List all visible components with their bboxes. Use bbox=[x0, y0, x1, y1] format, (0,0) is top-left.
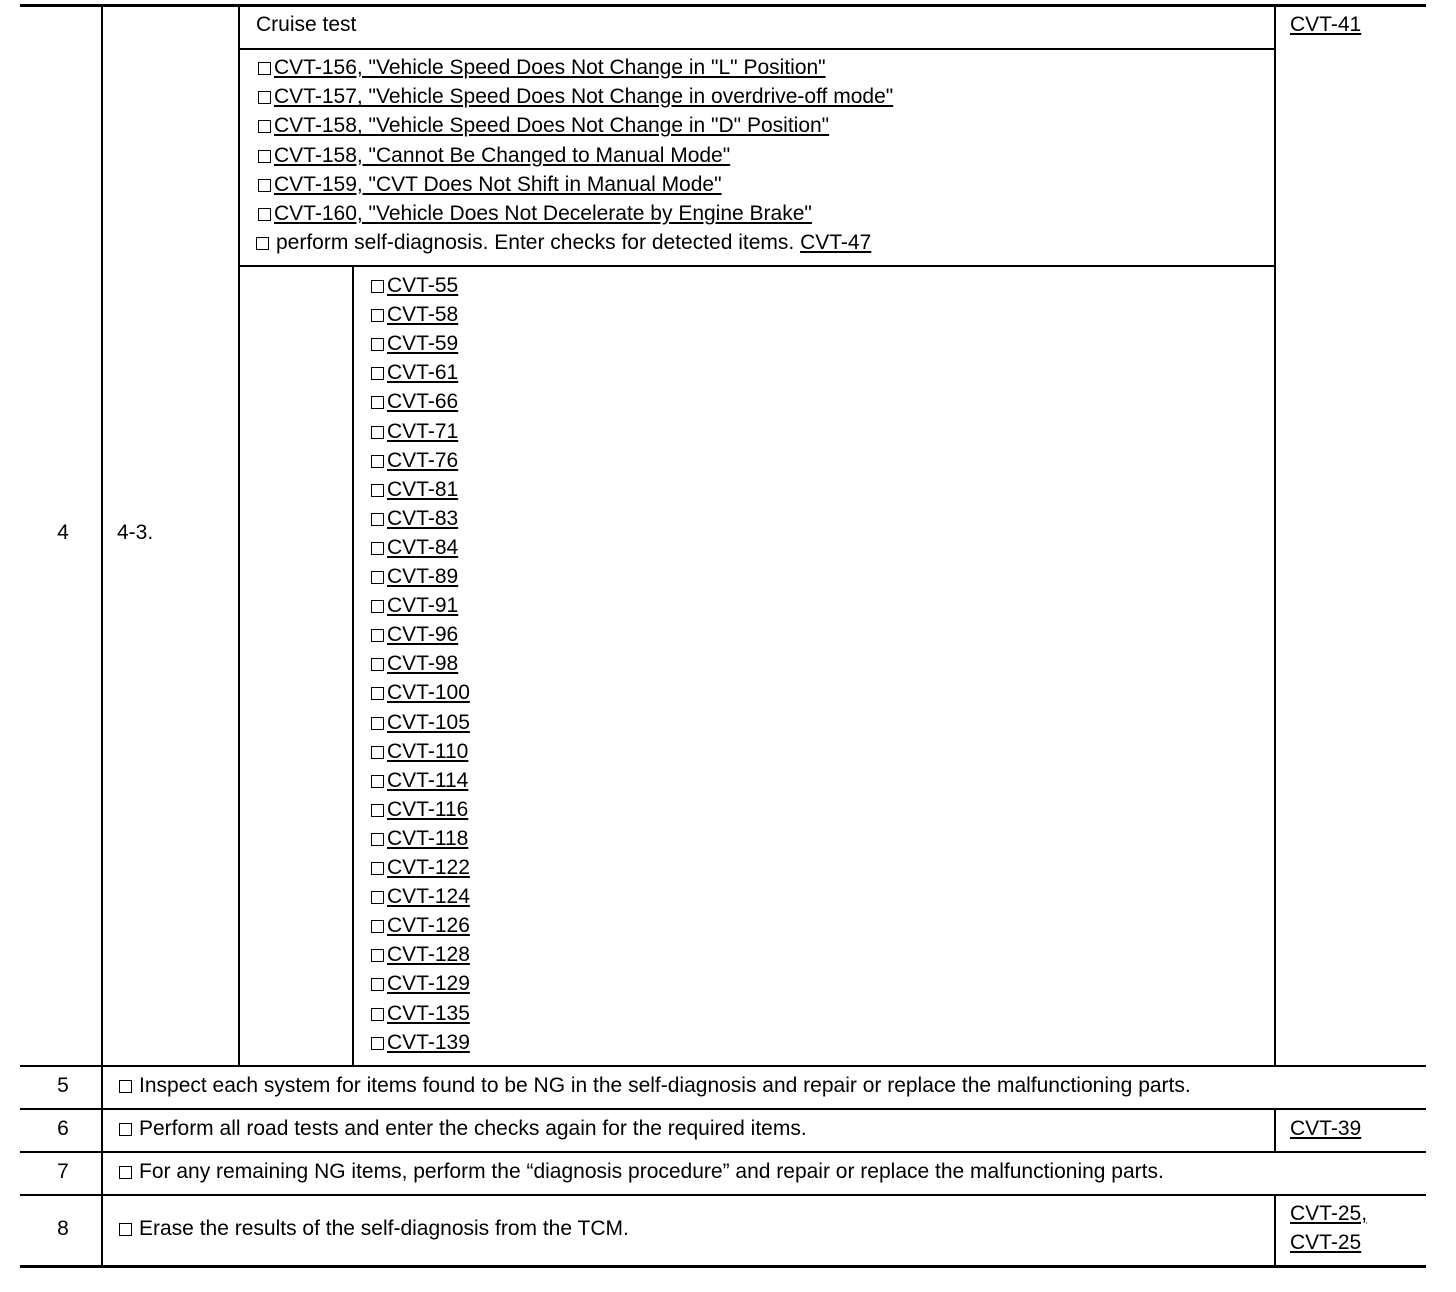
table-bottom-border bbox=[20, 1265, 1426, 1268]
dtc-ref-item bbox=[371, 999, 470, 1028]
self-diagnosis-ref-link[interactable]: CVT-47 bbox=[800, 231, 872, 254]
checkbox[interactable] bbox=[371, 949, 384, 962]
dtc-ref-item bbox=[371, 300, 458, 329]
dtc-ref-item bbox=[371, 446, 458, 475]
dtc-ref-link[interactable]: CVT-84 bbox=[387, 535, 459, 559]
dtc-ref-link[interactable]: CVT-118 bbox=[387, 826, 469, 850]
dtc-ref-item bbox=[371, 708, 470, 737]
dtc-ref-link[interactable]: CVT-58 bbox=[387, 303, 459, 327]
checkbox[interactable] bbox=[371, 542, 384, 555]
dtc-ref-item bbox=[371, 678, 470, 707]
dtc-ref-item bbox=[371, 591, 458, 620]
dtc-ref-link[interactable]: CVT-122 bbox=[387, 856, 470, 879]
self-diagnosis-text: perform self-diagnosis. Enter checks for detected items. bbox=[276, 231, 795, 254]
dtc-ref-item bbox=[371, 882, 470, 911]
rule-dtc-indent bbox=[352, 266, 354, 1066]
rule-row-5-top bbox=[20, 1065, 1426, 1067]
dtc-ref-link[interactable]: CVT-114 bbox=[387, 768, 469, 792]
dtc-ref-item bbox=[371, 795, 468, 824]
dtc-ref-link[interactable]: CVT-110 bbox=[387, 739, 469, 763]
checkbox[interactable] bbox=[371, 1008, 384, 1021]
checkbox[interactable] bbox=[371, 396, 384, 409]
checkbox[interactable] bbox=[258, 179, 271, 192]
checkbox[interactable] bbox=[371, 804, 384, 817]
dtc-ref-item bbox=[371, 824, 468, 853]
row-5-number: 5 bbox=[57, 1074, 69, 1097]
table-top-border bbox=[20, 4, 1426, 7]
checkbox[interactable] bbox=[371, 484, 384, 497]
checkbox[interactable] bbox=[371, 687, 384, 700]
dtc-ref-link[interactable]: CVT-89 bbox=[387, 565, 459, 588]
row-7-number: 7 bbox=[57, 1160, 69, 1183]
symptom-check-item bbox=[258, 141, 730, 170]
cruise-test-ref-link[interactable]: CVT-41 bbox=[1290, 13, 1362, 36]
cruise-test-label: Cruise test bbox=[256, 13, 357, 36]
dtc-ref-link[interactable]: CVT-100 bbox=[387, 681, 470, 705]
checkbox[interactable] bbox=[371, 338, 384, 351]
symptom-check-item bbox=[258, 53, 826, 82]
dtc-ref-link[interactable]: CVT-83 bbox=[387, 506, 459, 530]
checkbox[interactable] bbox=[371, 367, 384, 380]
symptom-check-link[interactable]: CVT-158, "Cannot Be Changed to Manual Mode" bbox=[274, 143, 731, 167]
checkbox[interactable] bbox=[256, 237, 269, 250]
checkbox[interactable] bbox=[371, 978, 384, 991]
checkbox[interactable] bbox=[371, 862, 384, 875]
checkbox[interactable] bbox=[371, 920, 384, 933]
dtc-ref-item bbox=[371, 504, 458, 533]
dtc-ref-link[interactable]: CVT-129 bbox=[387, 972, 470, 996]
checkbox[interactable] bbox=[371, 775, 384, 788]
checkbox[interactable] bbox=[371, 309, 384, 322]
row-7-text: For any remaining NG items, perform the “diagnosis procedure” and repair or replace the malfunctioning parts. bbox=[139, 1160, 1164, 1183]
checkbox[interactable] bbox=[258, 208, 271, 221]
checkbox[interactable] bbox=[119, 1123, 132, 1136]
row-5-text: Inspect each system for items found to be NG in the self-diagnosis and repair or replace the malfunctioning parts. bbox=[139, 1074, 1191, 1097]
dtc-ref-link[interactable]: CVT-116 bbox=[387, 797, 469, 821]
dtc-ref-link[interactable]: CVT-71 bbox=[387, 419, 459, 443]
dtc-ref-item bbox=[371, 853, 470, 882]
checkbox[interactable] bbox=[371, 600, 384, 613]
checkbox[interactable] bbox=[119, 1080, 132, 1093]
checkbox[interactable] bbox=[371, 280, 384, 293]
checkbox[interactable] bbox=[258, 91, 271, 104]
dtc-ref-item bbox=[371, 737, 468, 766]
dtc-ref-link[interactable]: CVT-66 bbox=[387, 390, 459, 414]
dtc-ref-item bbox=[371, 940, 470, 969]
dtc-ref-item bbox=[371, 766, 468, 795]
dtc-ref-item bbox=[371, 1028, 470, 1057]
rule-ref-col-row8 bbox=[1274, 1194, 1276, 1266]
dtc-ref-link[interactable]: CVT-128 bbox=[387, 943, 470, 967]
checkbox[interactable] bbox=[119, 1166, 132, 1179]
row-4-step: 4-3. bbox=[117, 521, 154, 544]
checkbox[interactable] bbox=[258, 120, 271, 133]
row-6-item bbox=[119, 1114, 807, 1143]
row-6-ref-link[interactable]: CVT-39 bbox=[1290, 1117, 1362, 1140]
checkbox[interactable] bbox=[371, 426, 384, 439]
row-5-item bbox=[119, 1071, 1191, 1100]
checkbox[interactable] bbox=[371, 571, 384, 584]
dtc-ref-link[interactable]: CVT-126 bbox=[387, 914, 470, 938]
symptom-check-item bbox=[258, 199, 812, 228]
dtc-ref-item bbox=[371, 417, 458, 446]
row-8-ref-link-2[interactable]: CVT-25 bbox=[1290, 1231, 1362, 1254]
dtc-ref-item bbox=[371, 475, 458, 504]
checkbox[interactable] bbox=[258, 150, 271, 163]
checkbox[interactable] bbox=[371, 891, 384, 904]
dtc-ref-link[interactable]: CVT-105 bbox=[387, 710, 470, 734]
dtc-ref-item bbox=[371, 969, 470, 998]
dtc-ref-item bbox=[371, 358, 458, 387]
dtc-ref-link[interactable]: CVT-139 bbox=[387, 1030, 470, 1054]
dtc-ref-link[interactable]: CVT-98 bbox=[387, 652, 459, 676]
row-8-number: 8 bbox=[57, 1217, 69, 1240]
dtc-ref-link[interactable]: CVT-55 bbox=[387, 274, 459, 297]
dtc-ref-item bbox=[371, 271, 458, 300]
dtc-ref-item bbox=[371, 329, 458, 358]
symptom-check-item bbox=[258, 111, 829, 140]
rule-after-step-col bbox=[238, 4, 240, 1066]
rule-row-7-top bbox=[20, 1151, 1426, 1153]
checkbox[interactable] bbox=[258, 62, 271, 75]
dtc-ref-item bbox=[371, 562, 458, 591]
dtc-ref-link[interactable]: CVT-81 bbox=[387, 477, 459, 501]
symptom-check-link[interactable]: CVT-156, "Vehicle Speed Does Not Change in "L" Position" bbox=[274, 56, 826, 79]
dtc-ref-item bbox=[371, 533, 458, 562]
row-6-number: 6 bbox=[57, 1117, 69, 1140]
dtc-ref-link[interactable]: CVT-135 bbox=[387, 1001, 470, 1025]
dtc-ref-item bbox=[371, 911, 470, 940]
dtc-ref-link[interactable]: CVT-59 bbox=[387, 332, 459, 356]
symptom-check-link[interactable]: CVT-160, "Vehicle Does Not Decelerate by Engine Brake" bbox=[274, 202, 812, 225]
symptom-check-item bbox=[258, 82, 893, 111]
rule-row-6-top bbox=[20, 1108, 1426, 1110]
checkbox[interactable] bbox=[119, 1223, 132, 1236]
dtc-ref-item bbox=[371, 649, 458, 678]
checkbox[interactable] bbox=[371, 629, 384, 642]
symptom-check-item bbox=[258, 170, 722, 199]
checkbox[interactable] bbox=[371, 1037, 384, 1050]
dtc-ref-link[interactable]: CVT-96 bbox=[387, 623, 459, 647]
row-8-text: Erase the results of the self-diagnosis from the TCM. bbox=[139, 1217, 629, 1240]
rule-ref-col-row6 bbox=[1274, 1108, 1276, 1152]
symptom-check-link[interactable]: CVT-159, "CVT Does Not Shift in Manual Mode" bbox=[274, 172, 722, 196]
dtc-ref-link[interactable]: CVT-124 bbox=[387, 885, 470, 909]
self-diagnosis-item bbox=[256, 228, 871, 257]
symptom-check-link[interactable]: CVT-158, "Vehicle Speed Does Not Change in "D" Position" bbox=[274, 114, 830, 138]
checkbox[interactable] bbox=[371, 746, 384, 759]
rule-row-8-top bbox=[20, 1194, 1426, 1196]
checkbox[interactable] bbox=[371, 455, 384, 468]
row-7-item bbox=[119, 1157, 1164, 1186]
rule-below-symptom-checks bbox=[239, 265, 1275, 267]
dtc-ref-link[interactable]: CVT-61 bbox=[387, 361, 459, 385]
checkbox[interactable] bbox=[371, 658, 384, 671]
rule-below-cruise-test bbox=[239, 48, 1275, 50]
symptom-check-link[interactable]: CVT-157, "Vehicle Speed Does Not Change in overdrive-off mode" bbox=[274, 85, 894, 109]
dtc-ref-link[interactable]: CVT-76 bbox=[387, 448, 459, 472]
dtc-ref-link[interactable]: CVT-91 bbox=[387, 594, 459, 618]
rule-ref-col-row4 bbox=[1274, 4, 1276, 1066]
row-6-text: Perform all road tests and enter the checks again for the required items. bbox=[139, 1117, 807, 1140]
row-8-item bbox=[119, 1214, 629, 1243]
dtc-ref-item bbox=[371, 620, 458, 649]
checkbox[interactable] bbox=[371, 717, 384, 730]
row-8-ref-link-1[interactable]: CVT-25, bbox=[1290, 1202, 1368, 1225]
checkbox[interactable] bbox=[371, 513, 384, 526]
checkbox[interactable] bbox=[371, 833, 384, 846]
row-4-number: 4 bbox=[57, 521, 69, 544]
dtc-ref-item bbox=[371, 387, 458, 416]
